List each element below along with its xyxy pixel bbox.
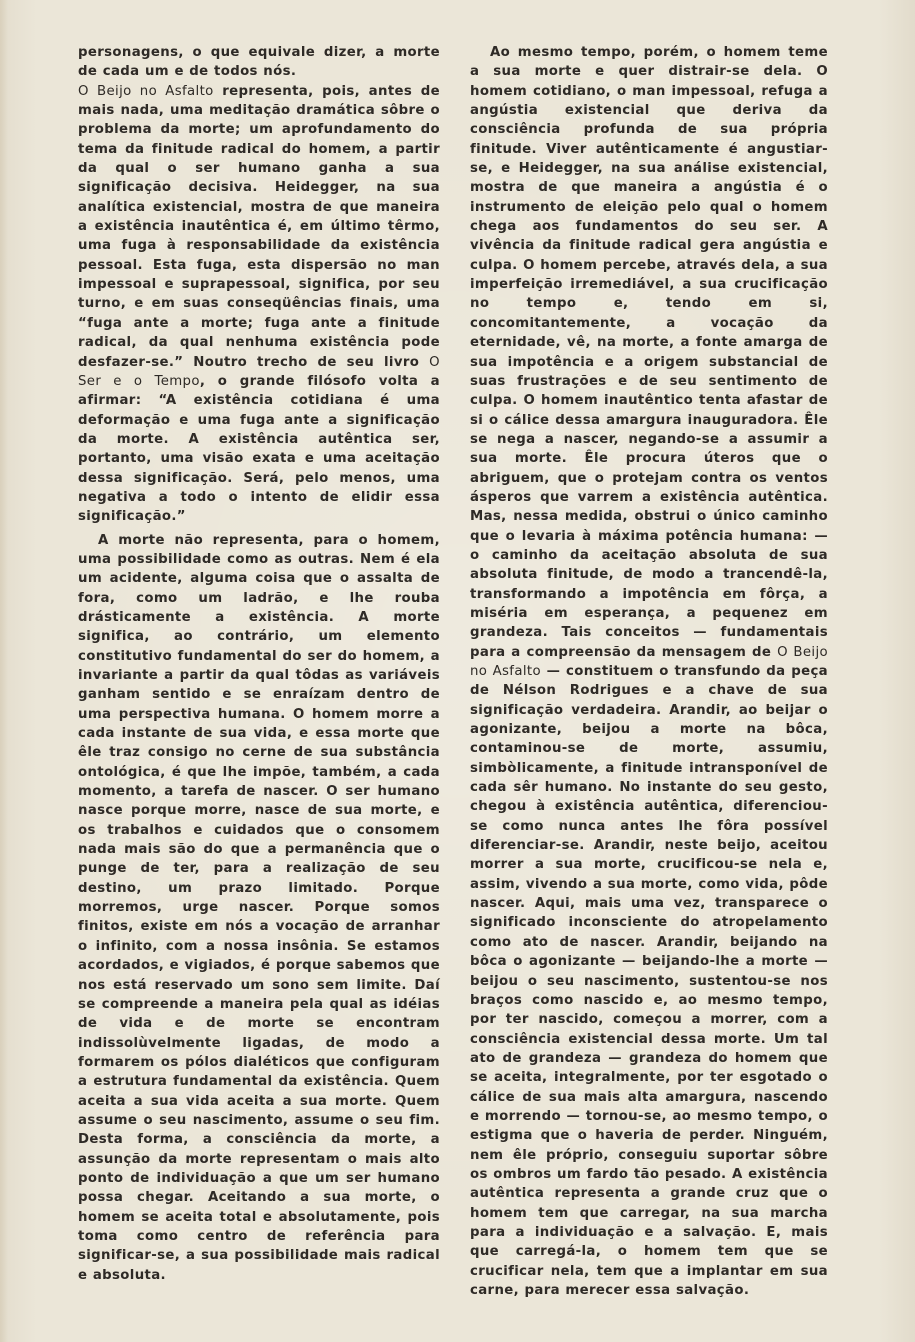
left-paragraph-3: A morte não representa, para o homem, uma possibilidade como as outras. Nem é ela um acidente, alguma coisa que o assalta de fora, como um ladrão, e lhe rouba drásticamente a existência. A morte significa, ao contrário, um elemento constitutivo fundamental do ser do homem, a invariante a partir da qual tôdas as variáveis ganham sentido e se enraízam dentro de uma perspectiva humana. O homem morre a cada instante de sua vida, e essa morte que êle traz consigo no cerne de sua substância ontológica, é que lhe impõe, também, a cada momento, a tarefa de nascer. O ser humano nasce porque morre, nasce de sua morte, e os trabalhos e cuidados que o consomem nada mais são do que a permanência que o punge de ter, para a realização de seu destino, um prazo limitado. Porque morremos, urge nascer. Porque somos finitos, existe em nós a vocação de arranhar o infinito, com a nossa insônia. Se estamos acordados, e vigiados, é porque sabemos que nos está reservado um sono sem limite. Daí se compreende a maneira pela qual as idéias de vida e de morte se encontram indissolùvelmente ligadas, de modo a formarem os pólos dialéticos que configuram a estrutura fundamental da existência. Quem aceita a sua vida aceita a sua morte. Quem assume o seu nascimento, assume o seu fim. Desta forma, a consciência da morte, a assunção da morte representam o mais alto ponto de individuação a que um ser humano possa chegar. Aceitando a sua morte, o homem se aceita total e absolutamente, pois toma como centro de referência para significar-se, a sua possibilidade mais radical e absoluta.	[78, 532, 440, 1283]
right-paragraph-1	[470, 43, 828, 1300]
right-paragraph-1-text-b: — constituem o transfundo da peça de Nélson Rodrigues e a chave de sua significação verdadeira. Arandir, ao beijar o agonizante, beijou a morte na bôca, contaminou-se de morte, assumiu, simbòlicamente, a finitude intransponível de cada sêr humano. No instante do seu gesto, chegou à existência autêntica, diferenciou-se como nunca antes lhe fôra possível diferenciar-se. Arandir, neste beijo, aceitou morrer a sua morte, crucificou-se nela e, assim, vivendo a sua morte, como vida, pôde nascer. Aqui, mais uma vez, transparece o significado inconsciente do atropelamento como ato de nascer. Arandir, beijando na bôca o agonizante — beijando-lhe a morte — beijou o seu nascimento, sustentou-se nos braços como nascido e, ao mesmo tempo, por ter nascido, começou a morrer, com a consciência existencial dessa morte. Um tal ato de grandeza — grandeza do homem que se aceita, integralmente, por ter esgotado o cálice de sua mais alta amargura, nascendo e morrendo — tornou-se, ao mesmo tempo, o estigma que o haveria de perder. Ninguém, nem êle próprio, conseguiu suportar sôbre os ombros um fardo tão pesado. A existência autêntica representa a grande cruz que o homem tem que carregar, na sua marcha para a individuação e a salvação. E, mais que carregá-la, o homem tem que se crucificar nela, tem que a implantar em sua carne, para merecer essa salvação.	[470, 664, 829, 1298]
left-paragraph-1: personagens, o que equivale dizer, a morte de cada um e de todos nós.	[78, 45, 440, 80]
play-title-reference: O Beijo no Asfalto	[78, 83, 214, 99]
right-paragraph-1-text-a: Ao mesmo tempo, porém, o homem teme a sua morte e quer distrair-se dela. O homem cotidiano, o man impessoal, refuga a angústia existencial que deriva da consciência profunda de sua própria finitude. Viver autênticamente é angustiar-se, e Heidegger, na sua análise existencial, mostra de que maneira a angústia é o instrumento de eleição pelo qual o homem chega aos fundamentos do seu ser. A vivência da finitude radical gera angústia e culpa. O homem percebe, através dela, a sua imperfeição irremediável, a sua crucificação no tempo e, tendo em si, concomitantemente, a vocação da eternidade, vê, na morte, a fonte amarga de sua impotência e a origem substancial de suas frustrações e de seu sentimento de culpa. O homem inautêntico tenta afastar de si o cálice dessa amargura inauguradora. Êle se nega a nascer, negando-se a assumir a sua morte. Êle procura úteros que o abriguem, que o protejam contra os ventos ásperos que varrem a existência autêntica. Mas, nessa medida, obstrui o único caminho que o levaria à máxima potência humana: — o caminho da aceitação absoluta de sua absoluta finitude, de modo a trancendê-la, transformando a impotência em fôrça, a miséria em esperança, a pequenez em grandeza. Tais conceitos — fundamentais para a compreensão da mensagem de	[470, 45, 828, 660]
right-text-column	[470, 43, 828, 1300]
left-paragraph-2	[78, 82, 440, 527]
left-paragraph-2-text-b: , o grande filósofo volta a afirmar: “A existência cotidiana é uma deformação e uma fuga ante a significação da morte. A existência autêntica ser, portanto, uma visão exata e uma aceitação dessa significação. Será, pelo menos, uma negativa a todo o intento de elidir essa significação.”	[78, 373, 440, 525]
left-paragraph-2-text-a: representa, pois, antes de mais nada, uma meditação dramática sôbre o problema da morte; um aprofundamento do tema da finitude radical do homem, a partir da qual o ser humano ganha a sua significação decisiva. Heidegger, na sua analítica existencial, mostra de que maneira a existência inautêntica é, em último têrmo, uma fuga à responsabilidade da existência pessoal. Esta fuga, esta dispersão no man impessoal e suprapessoal, significa, por seu turno, e em suas conseqüências finais, uma “fuga ante a morte; fuga ante a finitude radical, da qual nenhuma existência pode desfazer-se.” Noutro trecho de seu livro	[78, 83, 441, 370]
play-title-reference: O Beijo no Asfalto	[470, 644, 828, 679]
book-title-reference: O Ser e o Tempo	[78, 354, 440, 389]
left-text-column	[78, 43, 440, 1285]
page-edge-shadow	[0, 0, 8, 1342]
